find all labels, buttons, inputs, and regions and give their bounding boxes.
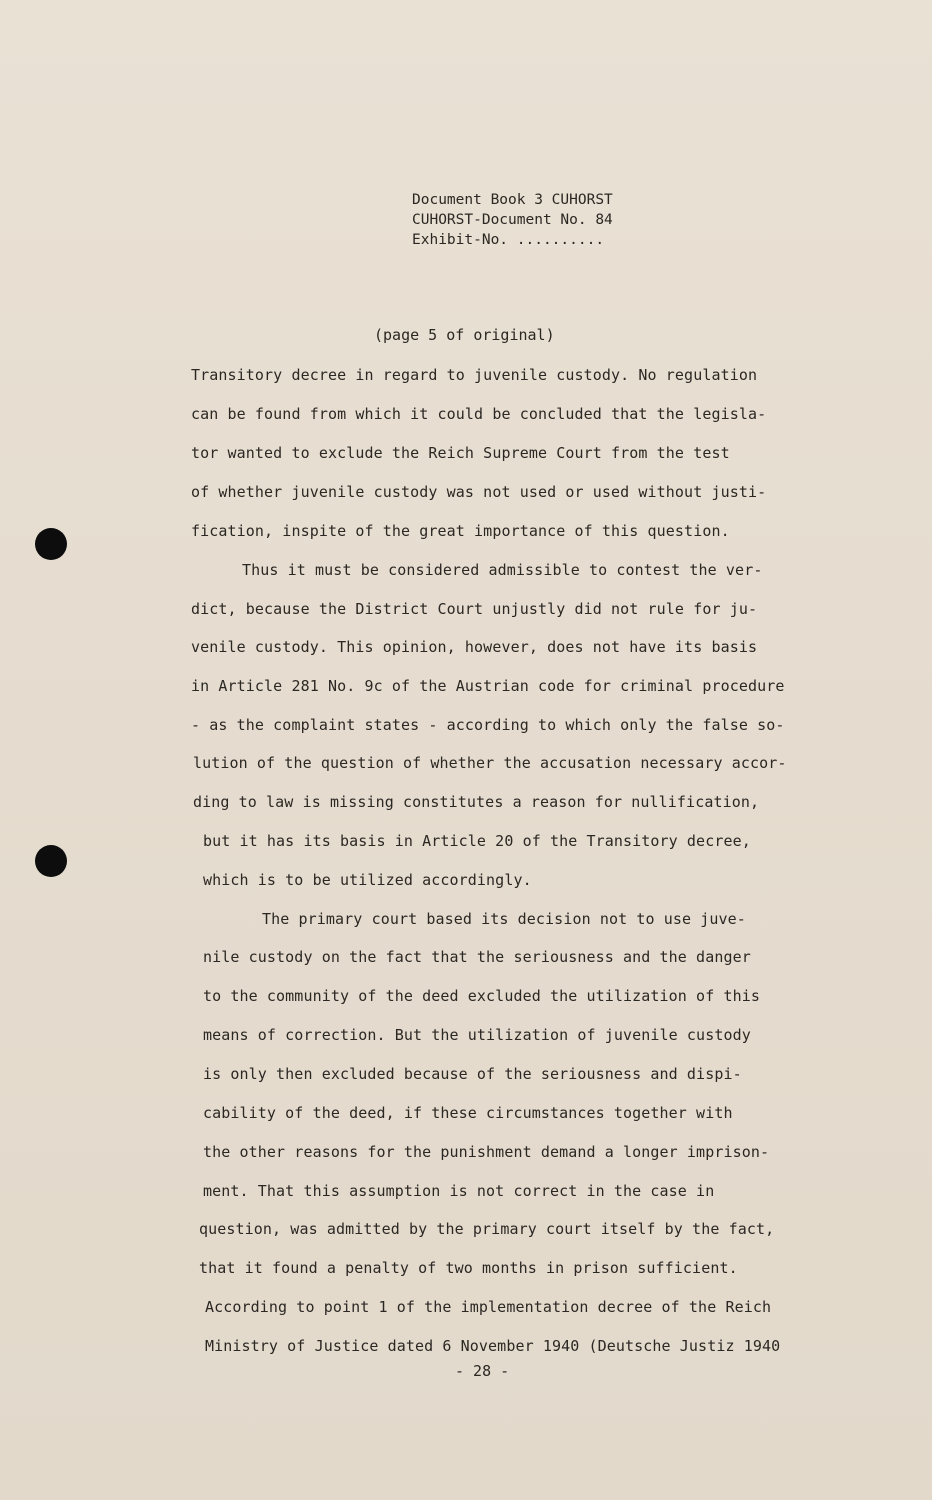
text-line: tor wanted to exclude the Reich Supreme Court from the test <box>191 444 730 462</box>
text-line: venile custody. This opinion, however, does not have its basis <box>191 638 758 656</box>
text-line: nile custody on the fact that the seriousness and the danger <box>203 948 751 966</box>
text-line: the other reasons for the punishment demand a longer imprison- <box>203 1143 770 1161</box>
text-line: dict, because the District Court unjustly did not rule for ju- <box>191 600 758 618</box>
text-line: is only then excluded because of the seriousness and dispi- <box>203 1065 742 1083</box>
header-exhibit-line: Exhibit-No. .......... <box>412 232 605 248</box>
text-line: but it has its basis in Article 20 of the Transitory decree, <box>203 832 751 850</box>
text-line: Transitory decree in regard to juvenile custody. No regulation <box>191 366 758 384</box>
header-book-line: Document Book 3 CUHORST <box>412 192 613 208</box>
text-line: Ministry of Justice dated 6 November 1940 (Deutsche Justiz 1940 <box>205 1337 781 1355</box>
text-line: ding to law is missing constitutes a reason for nullification, <box>193 793 760 811</box>
text-line: According to point 1 of the implementation decree of the Reich <box>205 1298 772 1316</box>
text-line: ment. That this assumption is not correct in the case in <box>203 1182 715 1200</box>
text-line: fication, inspite of the great importance of this question. <box>191 522 730 540</box>
text-line: question, was admitted by the primary court itself by the fact, <box>199 1220 775 1238</box>
text-line: of whether juvenile custody was not used or used without justi- <box>191 483 767 501</box>
text-line: that it found a penalty of two months in prison sufficient. <box>199 1259 738 1277</box>
document-header <box>412 190 613 250</box>
punch-hole <box>35 528 67 560</box>
text-line: in Article 281 No. 9c of the Austrian code for criminal procedure <box>191 677 785 695</box>
header-document-line: CUHORST-Document No. 84 <box>412 212 613 228</box>
punch-hole <box>35 845 67 877</box>
text-line: cability of the deed, if these circumstances together with <box>203 1104 733 1122</box>
text-line: Thus it must be considered admissible to contest the ver- <box>242 561 763 579</box>
text-line: can be found from which it could be concluded that the legisla- <box>191 405 767 423</box>
text-line: to the community of the deed excluded the utilization of this <box>203 987 760 1005</box>
text-line: which is to be utilized accordingly. <box>203 871 532 889</box>
text-line: means of correction. But the utilization of juvenile custody <box>203 1026 751 1044</box>
text-line: - as the complaint states - according to which only the false so- <box>191 716 785 734</box>
text-line: lution of the question of whether the accusation necessary accor- <box>193 754 787 772</box>
text-line: The primary court based its decision not to use juve- <box>262 910 746 928</box>
page-number: - 28 - <box>455 1362 510 1380</box>
page-caption: (page 5 of original) <box>374 326 555 344</box>
